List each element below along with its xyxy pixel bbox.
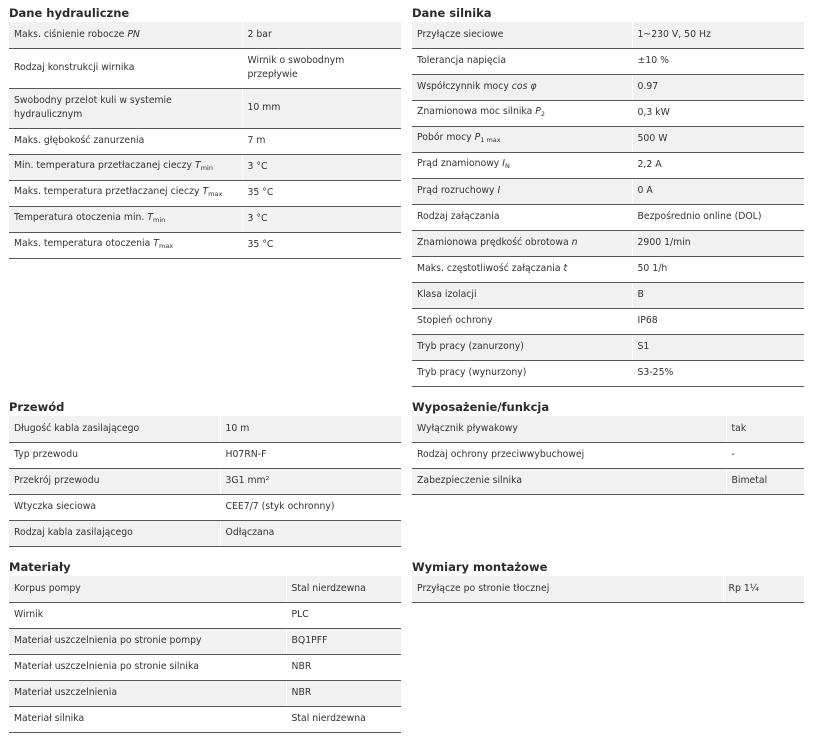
spec-value: 3 °C [242, 154, 401, 180]
table-row [412, 576, 804, 602]
table-row [9, 22, 401, 48]
spec-value: S3-25% [632, 360, 804, 386]
spec-label-cell [412, 178, 632, 204]
section-equipment [412, 398, 804, 495]
section-hydraulic [9, 4, 401, 259]
spec-value: 0,3 kW [632, 100, 804, 126]
spec-value: tak [726, 416, 804, 442]
spec-value: 35 °C [242, 180, 401, 206]
table-row [9, 206, 401, 232]
spec-label-cell [9, 206, 242, 232]
spec-label-cell [412, 360, 632, 386]
spec-value: 10 m [220, 416, 401, 442]
spec-label: Długość kabla zasilającego [14, 422, 140, 434]
spec-label-cell [412, 256, 632, 282]
spec-value: 10 mm [242, 88, 401, 128]
spec-label: Korpus pompy [14, 582, 81, 594]
table-row [9, 154, 401, 180]
spec-label: Tryb pracy (zanurzony) [417, 341, 524, 352]
spec-label: Maks. temperatura otoczenia [14, 238, 154, 249]
spec-symbol: t [563, 263, 568, 274]
spec-label-cell [9, 180, 242, 206]
table-row [9, 48, 401, 88]
spec-value: IP68 [632, 308, 804, 334]
table-row [9, 494, 401, 520]
spec-label-cell [412, 22, 632, 48]
spec-label: Materiał silnika [14, 713, 85, 724]
table-row [9, 468, 401, 494]
spec-symbol: P [535, 106, 541, 117]
spec-label: Min. temperatura przetłaczanej cieczy [14, 160, 195, 171]
spec-label: Tolerancja napięcia [417, 55, 507, 66]
table-row [412, 126, 804, 152]
section-motor [412, 4, 804, 387]
table-row [9, 442, 401, 468]
table-row [9, 180, 401, 206]
spec-label-cell [412, 282, 632, 308]
spec-value: H07RN-F [220, 442, 401, 468]
spec-value: Stal nierdzewna [286, 576, 401, 602]
spec-symbol-subscript: min [200, 164, 213, 172]
spec-label: Znamionowa moc silnika [417, 106, 536, 117]
spec-value: 2,2 A [632, 152, 804, 178]
spec-symbol: T [195, 160, 201, 171]
spec-label-cell [9, 576, 286, 602]
spec-label: Maks. ciśnienie robocze [14, 28, 128, 40]
spec-value: 50 1/h [632, 256, 804, 282]
spec-value: Bezpośrednio online (DOL) [632, 204, 804, 230]
section-title-equipment: Wyposażenie/funkcja [412, 400, 550, 414]
table-hydraulic [9, 22, 401, 259]
table-row [412, 334, 804, 360]
spec-symbol-subscript: max [208, 190, 223, 198]
spec-label-cell [412, 152, 632, 178]
spec-value: S1 [632, 334, 804, 360]
spec-symbol: n [571, 237, 578, 248]
spec-value: 0 A [632, 178, 804, 204]
spec-label-cell [412, 308, 632, 334]
table-row [9, 654, 401, 680]
spec-label-cell [412, 230, 632, 256]
spec-value: 2900 1/min [632, 230, 804, 256]
table-row [412, 360, 804, 386]
spec-value: Odłączana [220, 520, 401, 546]
spec-label: Maks. temperatura przetłaczanej cieczy [14, 186, 203, 197]
table-row [412, 308, 804, 334]
spec-label: Maks. głębokość zanurzenia [14, 135, 145, 146]
table-row [412, 100, 804, 126]
spec-value: PLC [286, 602, 401, 628]
spec-label: Materiał uszczelnienia [14, 687, 118, 698]
spec-label: Maks. częstotliwość załączania [417, 263, 564, 274]
spec-value: 1~230 V, 50 Hz [632, 22, 804, 48]
table-row [9, 416, 401, 442]
table-row [9, 576, 401, 602]
spec-symbol: T [147, 212, 154, 223]
section-title-dimensions: Wymiary montażowe [412, 560, 548, 574]
spec-label-cell [412, 468, 726, 494]
table-row [412, 74, 804, 100]
table-row [9, 128, 401, 154]
table-row [9, 706, 401, 732]
spec-label-cell [9, 22, 242, 48]
spec-label-cell [9, 232, 242, 258]
spec-value: Stal nierdzewna [286, 706, 401, 732]
spec-label-cell [412, 334, 632, 360]
spec-label: Przekrój przewodu [14, 475, 100, 486]
spec-label-cell [412, 416, 726, 442]
spec-label-cell [412, 100, 632, 126]
table-materials [9, 576, 401, 733]
spec-label: Tryb pracy (wynurzony) [417, 367, 527, 378]
spec-label: Wyłącznik pływakowy [417, 422, 518, 434]
spec-value: 3 °C [242, 206, 401, 232]
spec-value: ±10 % [632, 48, 804, 74]
table-row [412, 48, 804, 74]
spec-value: NBR [286, 680, 401, 706]
table-row [412, 230, 804, 256]
spec-value: Bimetal [726, 468, 804, 494]
spec-value: BQ1PFF [286, 628, 401, 654]
table-row [412, 152, 804, 178]
spec-label-cell [9, 154, 242, 180]
spec-label: Typ przewodu [14, 449, 78, 460]
spec-symbol-subscript: min [153, 216, 166, 224]
spec-label: Klasa izolacji [417, 289, 477, 300]
table-row [412, 204, 804, 230]
spec-label: Swobodny przelot kuli w systemie hydraulicznym [14, 95, 172, 120]
spec-value: 7 m [242, 128, 401, 154]
spec-label: Rodzaj kabla zasilającego [14, 527, 133, 538]
spec-label-cell [9, 706, 286, 732]
table-row [9, 520, 401, 546]
table-row [412, 178, 804, 204]
table-row [9, 88, 401, 128]
table-row [9, 232, 401, 258]
spec-label: Temperatura otoczenia min. [14, 212, 148, 223]
spec-label-cell [9, 88, 242, 128]
spec-label-cell [9, 468, 220, 494]
section-title-hydraulic: Dane hydrauliczne [9, 6, 130, 20]
spec-label: Prąd znamionowy [417, 158, 503, 169]
spec-label-cell [9, 628, 286, 654]
spec-label: Współczynnik mocy [417, 81, 512, 92]
spec-value: 0.97 [632, 74, 804, 100]
table-row [412, 442, 804, 468]
spec-label-cell [9, 602, 286, 628]
spec-symbol: P [474, 132, 481, 143]
table-equipment [412, 416, 804, 495]
spec-symbol-subscript: 1 max [480, 136, 501, 144]
spec-value: Rp 1¼ [723, 576, 804, 602]
spec-symbol: PN [127, 28, 140, 40]
table-row [9, 602, 401, 628]
spec-label: Prąd rozruchowy [417, 185, 498, 196]
spec-label: Przyłącze po stronie tłocznej [417, 582, 550, 594]
spec-label: Przyłącze sieciowe [417, 28, 504, 40]
spec-label: Zabezpieczenie silnika [417, 475, 523, 486]
spec-label: Wtyczka sieciowa [14, 501, 97, 512]
spec-value: 35 °C [242, 232, 401, 258]
table-row [9, 628, 401, 654]
spec-symbol: T [153, 238, 159, 249]
spec-label: Wirnik [14, 609, 44, 620]
spec-value: NBR [286, 654, 401, 680]
spec-value: 2 bar [242, 22, 401, 48]
section-cable [9, 398, 401, 547]
spec-label-cell [9, 520, 220, 546]
section-title-cable: Przewód [9, 400, 65, 414]
spec-label: Rodzaj konstrukcji wirnika [14, 62, 135, 73]
table-row [412, 282, 804, 308]
spec-value: 500 W [632, 126, 804, 152]
section-materials [9, 558, 401, 733]
spec-label-cell [9, 48, 242, 88]
spec-label: Znamionowa prędkość obrotowa [417, 237, 572, 248]
table-motor [412, 22, 804, 387]
spec-label: Rodzaj załączania [417, 211, 500, 222]
spec-value: - [726, 442, 804, 468]
spec-label-cell [412, 48, 632, 74]
spec-label-cell [9, 680, 286, 706]
table-row [412, 256, 804, 282]
spec-symbol: I [497, 185, 501, 196]
spec-label: Materiał uszczelnienia po stronie pompy [14, 635, 202, 646]
spec-symbol-subscript: max [158, 242, 174, 250]
section-dimensions [412, 558, 804, 603]
spec-symbol-subscript: N [505, 162, 510, 170]
spec-label-cell [9, 654, 286, 680]
spec-label: Materiał uszczelnienia po stronie silnika [14, 661, 199, 672]
spec-value: Wirnik o swobodnym przepływie [242, 48, 401, 88]
spec-label: Stopień ochrony [417, 315, 493, 326]
spec-label-cell [412, 126, 632, 152]
table-row [412, 22, 804, 48]
spec-label-cell [9, 128, 242, 154]
spec-label-cell [9, 494, 220, 520]
spec-value: CEE7/7 (styk ochronny) [220, 494, 401, 520]
spec-label: Rodzaj ochrony przeciwwybuchowej [417, 449, 585, 460]
spec-label-cell [9, 442, 220, 468]
spec-value: 3G1 mm² [220, 468, 401, 494]
spec-symbol: I [502, 158, 506, 169]
table-row [412, 416, 804, 442]
spec-symbol: cos φ [511, 81, 537, 92]
table-row [412, 468, 804, 494]
spec-symbol: T [202, 186, 209, 197]
spec-value: B [632, 282, 804, 308]
spec-label: Pobór mocy [417, 132, 475, 143]
table-dimensions [412, 576, 804, 603]
spec-label-cell [412, 576, 723, 602]
spec-label-cell [9, 416, 220, 442]
spec-symbol-subscript: 2 [540, 110, 546, 118]
spec-label-cell [412, 442, 726, 468]
section-title-motor: Dane silnika [412, 6, 492, 20]
table-row [9, 680, 401, 706]
spec-label-cell [412, 204, 632, 230]
section-title-materials: Materiały [9, 560, 71, 574]
spec-label-cell [412, 74, 632, 100]
table-cable [9, 416, 401, 547]
